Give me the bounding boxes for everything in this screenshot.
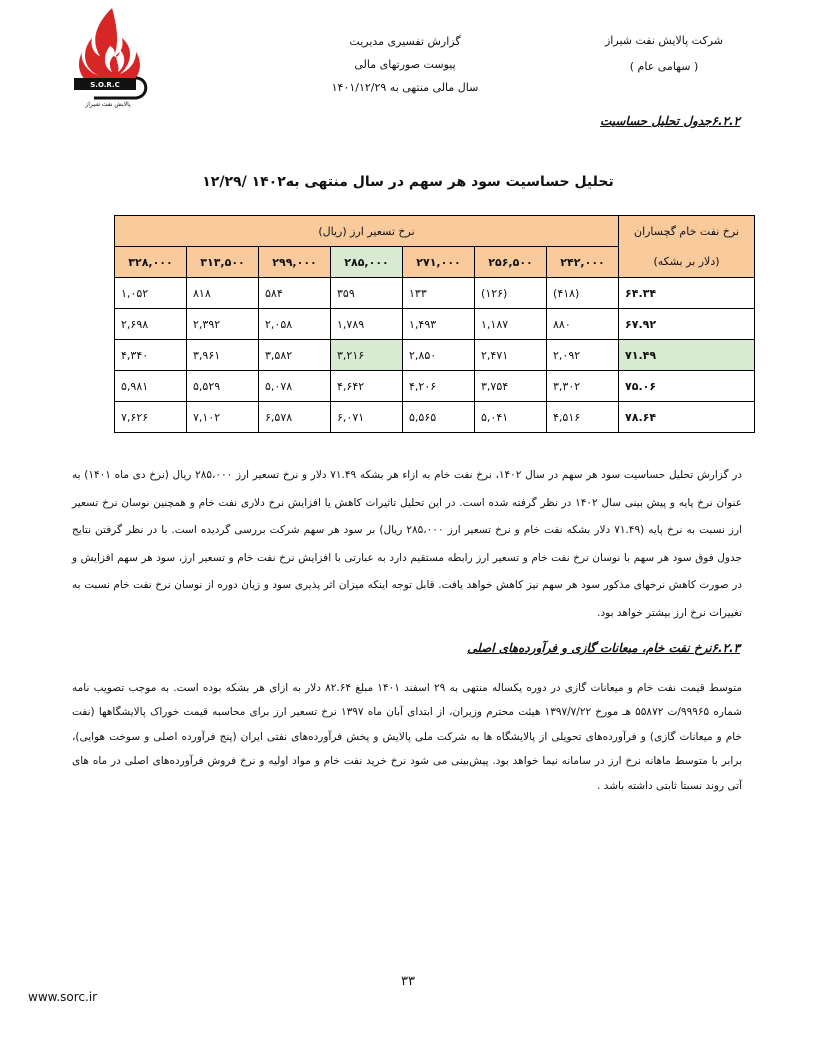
- table-rates-row: [115, 247, 755, 278]
- eps-cell: ۳,۳۰۲: [547, 371, 619, 402]
- table-header-row: [115, 216, 755, 247]
- eps-cell: ۱,۱۸۷: [475, 309, 547, 340]
- eps-cell: ۸۸۰: [547, 309, 619, 340]
- report-title: گزارش تفسیری مدیریت: [349, 35, 461, 48]
- eps-cell: ۳,۹۶۱: [187, 340, 259, 371]
- eps-cell: ۵,۵۲۹: [187, 371, 259, 402]
- eps-cell: ۳,۷۵۴: [475, 371, 547, 402]
- oil-rate-header: نرخ نفت خام گچساران: [619, 216, 755, 247]
- crude-oil-rates-paragraph: متوسط قیمت نفت خام و میعانات گازی در دوره یکساله منتهی به ۲۹ اسفند ۱۴۰۱ مبلغ ۸۲.۶۴ دلار به ازای هر بشکه بوده است. به موجب تصویب نامه شماره ۹۹۹۶۵/ت ۵۵۸۷۲ هـ مورخ ۱۳۹۷/۷/۲۲ هیئت محترم وزیران، از ابتدای آبان ماه ۱۳۹۷ نرخ تسعیر ارز برای محاسبه قیمت خوراک پالایشگاهها (نفت خام و میعانات گازی) و فرآورده‌های تحویلی از پالایشگاه ها به شرکت ملی پالایش و پخش فرآورده‌های نفتی ایران (پنج فرآورده اصلی و سوخت هوایی)، برابر با متوسط ماهانه نرخ ارز در سامانه نیما خواهد بود. پیش‌بینی می شود نرخ خرید نفت خام و مواد اولیه و نرخ فروش فرآورده‌های اصلی در ماه های آتی روند نسبتا ثابتی داشته باشد .: [72, 682, 742, 792]
- eps-cell: ۲,۰۵۸: [259, 309, 331, 340]
- company-type: ( سهامی عام ): [629, 60, 699, 73]
- sensitivity-table: [114, 215, 755, 433]
- eps-cell: (۱۲۶): [475, 278, 547, 309]
- eps-cell: ۲,۸۵۰: [403, 340, 475, 371]
- fx-rate-header: نرخ تسعیر ارز (ریال): [115, 216, 619, 247]
- company-name: شرکت پالایش نفت شیراز: [605, 34, 723, 47]
- eps-cell: ۴,۶۴۲: [331, 371, 403, 402]
- report-subtitle: پیوست صورتهای مالی: [354, 58, 456, 71]
- table-title: تحلیل حساسیت سود هر سهم در سال منتهی به۱۴۰۲ /۱۲/۲۹: [202, 174, 614, 190]
- eps-cell-base: ۳,۲۱۶: [331, 340, 403, 371]
- section-heading-crude-oil: ۶.۲.۳نرخ نفت خام، میعانات گازی و فرآورده‌های اصلی: [467, 641, 740, 655]
- page-number: ۳۳: [401, 974, 415, 989]
- svg-text:پالایش نفت شیراز: پالایش نفت شیراز: [85, 101, 131, 108]
- oil-rate-cell: ۷۵.۰۶: [619, 371, 755, 402]
- table-row: [115, 402, 755, 433]
- eps-cell: ۵,۰۷۸: [259, 371, 331, 402]
- eps-cell: ۱,۰۵۲: [115, 278, 187, 309]
- table-row: [115, 278, 755, 309]
- fx-rate-cell: ۲۵۶,۵۰۰: [475, 247, 547, 278]
- svg-text:S.O.R.C: S.O.R.C: [90, 81, 120, 89]
- eps-cell: (۴۱۸): [547, 278, 619, 309]
- section-heading-sensitivity: ۶.۲.۲جدول تحلیل حساسیت: [599, 114, 740, 128]
- eps-cell: ۸۱۸: [187, 278, 259, 309]
- eps-cell: ۲,۳۹۲: [187, 309, 259, 340]
- report-title-block: [300, 30, 510, 99]
- company-logo: [70, 6, 150, 110]
- oil-rate-cell: ۶۴.۳۴: [619, 278, 755, 309]
- fx-rate-cell: ۳۱۳,۵۰۰: [187, 247, 259, 278]
- table-row: [115, 371, 755, 402]
- eps-cell: ۴,۵۱۶: [547, 402, 619, 433]
- eps-cell: ۳,۵۸۲: [259, 340, 331, 371]
- eps-cell: ۵,۵۶۵: [403, 402, 475, 433]
- fx-rate-cell: ۲۴۲,۰۰۰: [547, 247, 619, 278]
- eps-cell: ۷,۱۰۲: [187, 402, 259, 433]
- eps-cell: ۶,۵۷۸: [259, 402, 331, 433]
- eps-cell: ۶,۰۷۱: [331, 402, 403, 433]
- eps-cell: ۲,۴۷۱: [475, 340, 547, 371]
- flame-logo-icon: [70, 6, 150, 110]
- eps-cell: ۳۵۹: [331, 278, 403, 309]
- eps-cell: ۵۸۴: [259, 278, 331, 309]
- table-row-base: [115, 340, 755, 371]
- sensitivity-analysis-paragraph: در گزارش تحلیل حساسیت سود هر سهم در سال ۱۴۰۲، نرخ نفت خام به ازاء هر بشکه ۷۱.۴۹ دلار و نرخ تسعیر ارز ۲۸۵،۰۰۰ ریال (نرخ دی ماه ۱۴۰۱) به عنوان نرخ پایه و پیش بینی سال ۱۴۰۲ در نظر گرفته شده است. در این تحلیل تاثیرات کاهش یا افزایش نرخ دلاری نفت خام و همچنین نوسان نرخ تسعیر ارز نسبت به نرخ پایه (۷۱.۴۹ دلار بشکه نفت خام و نرخ تسعیر ارز ۲۸۵،۰۰۰ ریال) بر سود هر سهم شرکت بررسی گردیده است. با در نظر گرفتن نتایج جدول فوق سود هر سهم با نوسان نرخ نفت خام و تسعیر ارز رابطه مستقیم دارد به عبارتی با افزایش نرخ نفت خام و تسعیر ارز، سود هر سهم افزایش و در صورت کاهش نرخهای مذکور سود هر سهم نیز کاهش خواهد یافت. قابل توجه اینکه میزان اثر پذیری سود و زیان دوره از نوسان نرخ نفت خام نسبت به تغییرات نرخ ارز بیشتر خواهد بود.: [72, 469, 742, 619]
- oil-rate-unit: (دلار بر بشکه): [619, 247, 755, 278]
- table-row: [115, 309, 755, 340]
- oil-rate-cell: ۶۷.۹۲: [619, 309, 755, 340]
- eps-cell: ۱,۴۹۳: [403, 309, 475, 340]
- oil-rate-cell-base: ۷۱.۴۹: [619, 340, 755, 371]
- fx-rate-cell: ۲۷۱,۰۰۰: [403, 247, 475, 278]
- company-name-block: [564, 28, 764, 80]
- oil-rate-cell: ۷۸.۶۴: [619, 402, 755, 433]
- fx-rate-cell: ۳۲۸,۰۰۰: [115, 247, 187, 278]
- eps-cell: ۴,۳۴۰: [115, 340, 187, 371]
- fx-rate-cell: ۲۹۹,۰۰۰: [259, 247, 331, 278]
- eps-cell: ۱,۷۸۹: [331, 309, 403, 340]
- eps-cell: ۴,۲۰۶: [403, 371, 475, 402]
- eps-cell: ۲,۰۹۲: [547, 340, 619, 371]
- eps-cell: ۵,۰۴۱: [475, 402, 547, 433]
- eps-cell: ۱۳۳: [403, 278, 475, 309]
- eps-cell: ۷,۶۲۶: [115, 402, 187, 433]
- report-period: سال مالی منتهی به ۱۴۰۱/۱۲/۲۹: [331, 81, 479, 94]
- eps-cell: ۵,۹۸۱: [115, 371, 187, 402]
- fx-rate-cell-base: ۲۸۵,۰۰۰: [331, 247, 403, 278]
- eps-cell: ۲,۶۹۸: [115, 309, 187, 340]
- website-link[interactable]: www.sorc.ir: [28, 990, 98, 1004]
